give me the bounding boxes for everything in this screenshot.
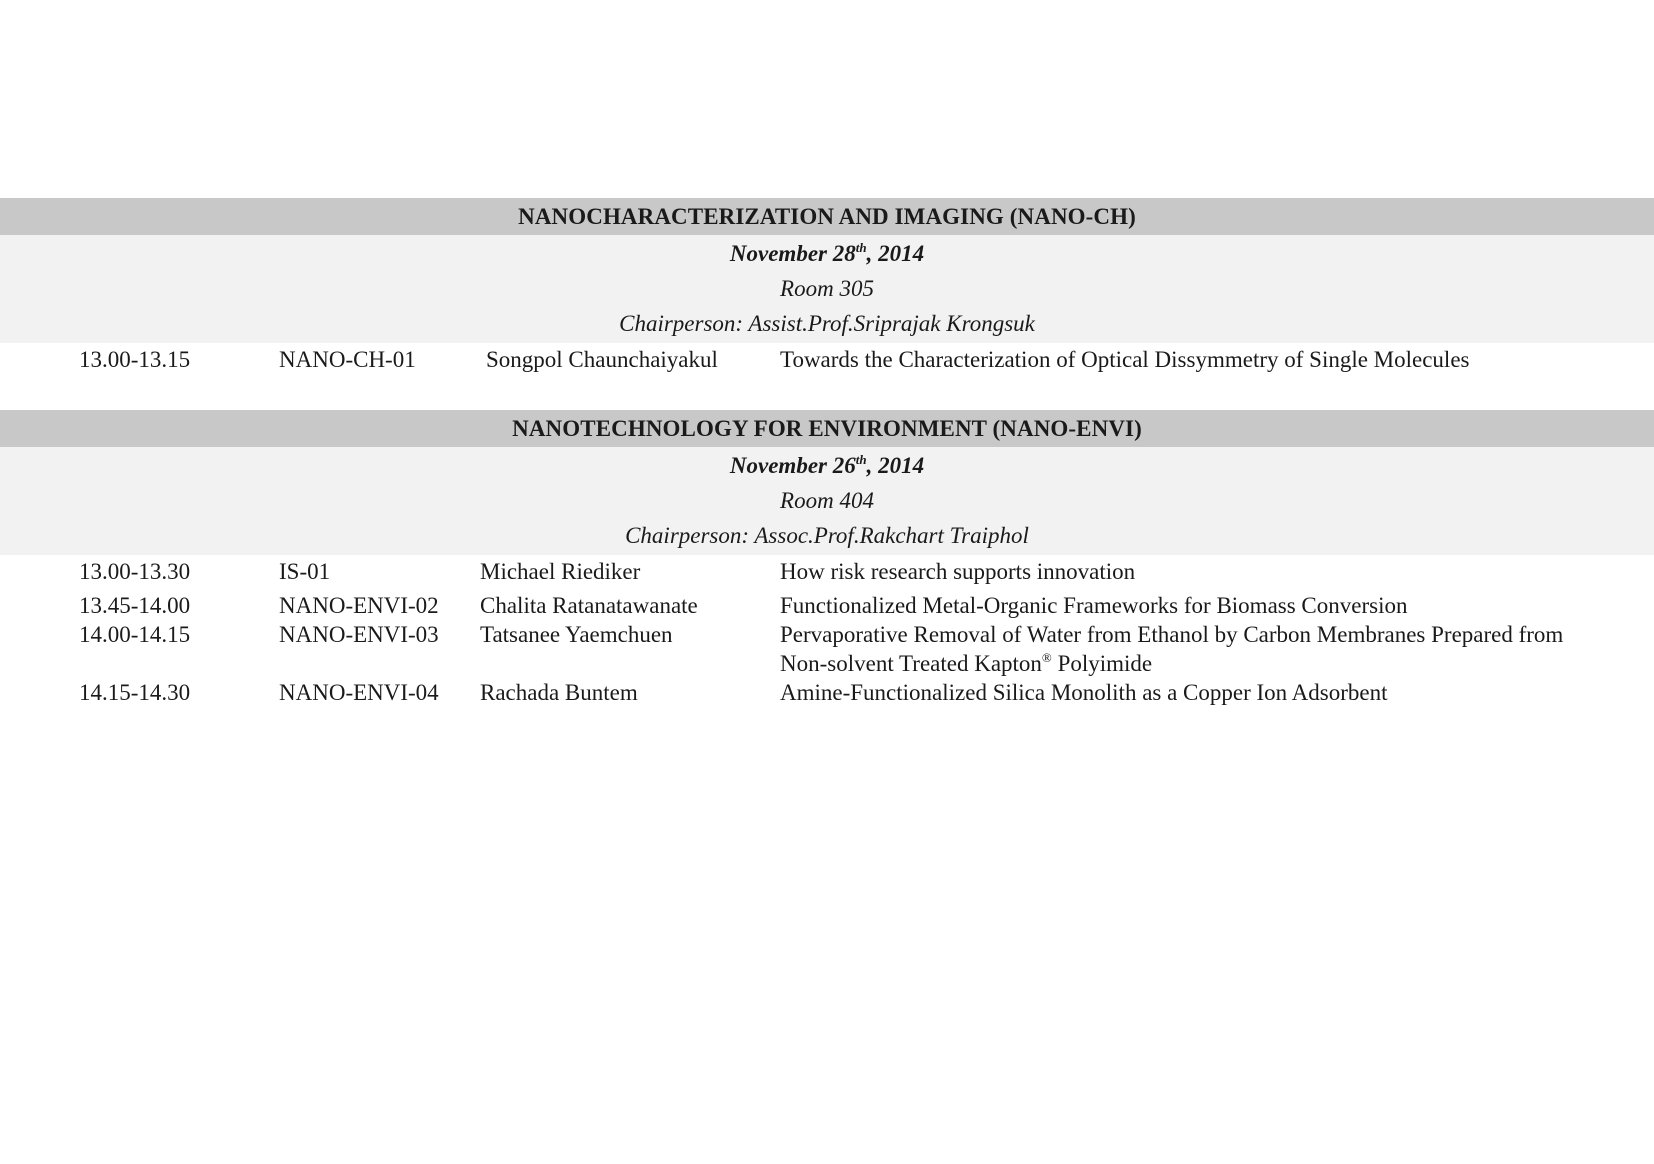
talk-title: Pervaporative Removal of Water from Ethanol by Carbon Membranes Prepared from Non-solvent Treated Kapton® Polyimide bbox=[780, 622, 1564, 676]
session-nano-envi bbox=[0, 410, 1654, 707]
session-date: November 26th, 2014 bbox=[729, 452, 925, 478]
talk-title: How risk research supports innovation bbox=[780, 559, 1136, 584]
session-room: Room 305 bbox=[780, 276, 874, 301]
talk-row bbox=[0, 620, 1654, 678]
talk-list bbox=[0, 555, 1654, 707]
session-info bbox=[0, 235, 1654, 343]
talk-list bbox=[0, 343, 1654, 374]
talk-time: 13.00-13.15 bbox=[79, 347, 191, 372]
talk-title: Functionalized Metal-Organic Frameworks for Biomass Conversion bbox=[780, 593, 1408, 618]
talk-time: 14.15-14.30 bbox=[79, 680, 191, 705]
talk-row bbox=[0, 591, 1654, 620]
talk-code: NANO-ENVI-02 bbox=[279, 593, 439, 618]
talk-time: 13.00-13.30 bbox=[79, 559, 191, 584]
talk-author: Songpol Chaunchaiyakul bbox=[486, 347, 718, 372]
talk-author: Chalita Ratanatawanate bbox=[480, 593, 698, 618]
talk-row bbox=[0, 345, 1654, 374]
talk-row bbox=[0, 557, 1654, 586]
talk-author: Tatsanee Yaemchuen bbox=[480, 622, 673, 647]
session-chairperson: Chairperson: Assoc.Prof.Rakchart Traiphol bbox=[625, 523, 1029, 548]
session-nano-ch bbox=[0, 198, 1654, 374]
session-room: Room 404 bbox=[780, 488, 874, 513]
talk-author: Michael Riediker bbox=[480, 559, 641, 584]
session-title: NANOTECHNOLOGY FOR ENVIRONMENT (NANO-ENVI) bbox=[0, 410, 1654, 447]
talk-time: 13.45-14.00 bbox=[79, 593, 191, 618]
session-title: NANOCHARACTERIZATION AND IMAGING (NANO-CH) bbox=[0, 198, 1654, 235]
talk-title: Towards the Characterization of Optical Dissymmetry of Single Molecules bbox=[780, 347, 1470, 372]
talk-author: Rachada Buntem bbox=[480, 680, 638, 705]
talk-code: NANO-ENVI-04 bbox=[279, 680, 439, 705]
session-info bbox=[0, 447, 1654, 555]
session-date: November 28th, 2014 bbox=[729, 240, 925, 266]
session-chairperson: Chairperson: Assist.Prof.Sriprajak Krongsuk bbox=[619, 311, 1035, 336]
talk-title: Amine-Functionalized Silica Monolith as a Copper Ion Adsorbent bbox=[780, 680, 1388, 705]
talk-code: IS-01 bbox=[279, 559, 331, 584]
talk-time: 14.00-14.15 bbox=[79, 622, 191, 647]
talk-row bbox=[0, 678, 1654, 707]
talk-code: NANO-CH-01 bbox=[279, 347, 416, 372]
talk-code: NANO-ENVI-03 bbox=[279, 622, 439, 647]
